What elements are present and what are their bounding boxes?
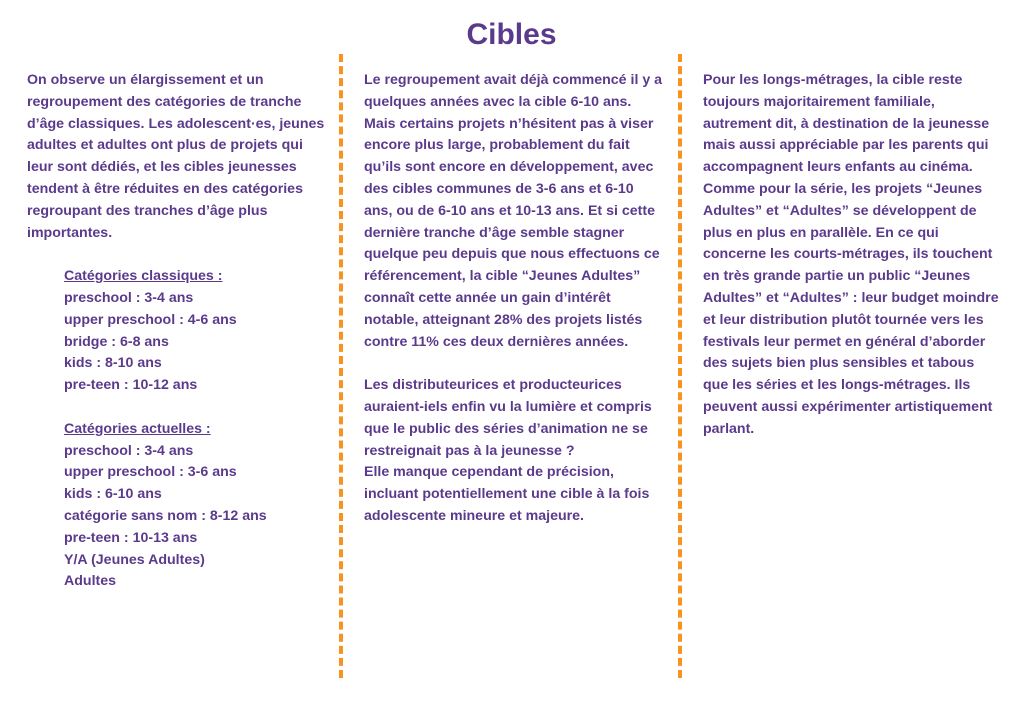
middle-paragraph-3: Elle manque cependant de précision, incluant potentiellement une cible à la fois adolescente mineure et majeure. [364,464,650,524]
list-item: preschool : 3-4 ans [64,442,194,459]
current-categories-title: Catégories actuelles : [64,420,211,437]
intro-paragraph: On observe un élargissement et un regroupement des catégories de tranche d’âge classiques. Les adolescent·es, jeunes adultes et adultes ont plus de projets qui leur sont dédiés, et les cibles jeunesses tendent à être réduites en des catégories regroupant des tranches d’âge plus importantes. [27,72,325,241]
middle-paragraph-2: Les distributeurices et producteurices auraient-iels enfin vu la lumière et compris que le public des séries d’animation ne se restreignait pas à la jeunesse ? [364,377,652,459]
current-categories [27,419,327,593]
page-title: Cibles [466,18,557,51]
column-left [27,70,327,593]
list-item: kids : 8-10 ans [64,355,162,372]
column-right [703,70,999,441]
list-item: preschool : 3-4 ans [64,289,194,306]
classic-categories [27,266,327,397]
column-divider-left [339,54,343,678]
column-divider-right [678,54,682,678]
list-item: Adultes [64,573,117,590]
list-item: pre-teen : 10-12 ans [64,377,198,394]
current-categories-list [64,441,327,594]
list-item: upper preschool : 3-6 ans [64,464,237,481]
list-item: bridge : 6-8 ans [64,333,169,350]
list-item: Y/A (Jeunes Adultes) [64,551,205,568]
list-item: kids : 6-10 ans [64,486,162,503]
classic-categories-list [64,288,327,397]
list-item: upper preschool : 4-6 ans [64,311,237,328]
list-item: catégorie sans nom : 8-12 ans [64,507,267,524]
right-paragraph: Pour les longs-métrages, la cible reste toujours majoritairement familiale, autrement dit, à destination de la jeunesse mais aussi appréciable par les parents qui accompagnent leurs enfants au cinéma. Comme pour la série, les projets “Jeunes Adultes” et “Adultes” se développent de plus en plus en parallèle. En ce qui concerne les courts-métrages, ils touchent en très grande partie un public “Jeunes Adultes” et “Adultes” : leur budget moindre et leur distribution plutôt tournée vers les festivals leur permet en général d’aborder des sujets bien plus sensibles et tabous que les séries et les longs-métrages. Ils peuvent aussi expérimenter artistiquement parlant. [703,72,999,437]
list-item: pre-teen : 10-13 ans [64,529,198,546]
middle-paragraph-1: Le regroupement avait déjà commencé il y a quelques années avec la cible 6-10 ans. Mais certains projets n’hésitent pas à viser encore plus large, probablement du fait qu’ils sont encore en développement, avec des cibles communes de 3-6 ans et 6-10 ans, ou de 6-10 ans et 10-13 ans. Et si cette dernière tranche d’âge semble stagner quelque peu depuis que nous effectuons ce référencement, la cible “Jeunes Adultes” connaît cette année un gain d’intérêt notable, atteignant 28% des projets listés contre 11% ces deux dernières années. [364,72,663,350]
column-middle [364,70,664,528]
classic-categories-title: Catégories classiques : [64,268,223,285]
